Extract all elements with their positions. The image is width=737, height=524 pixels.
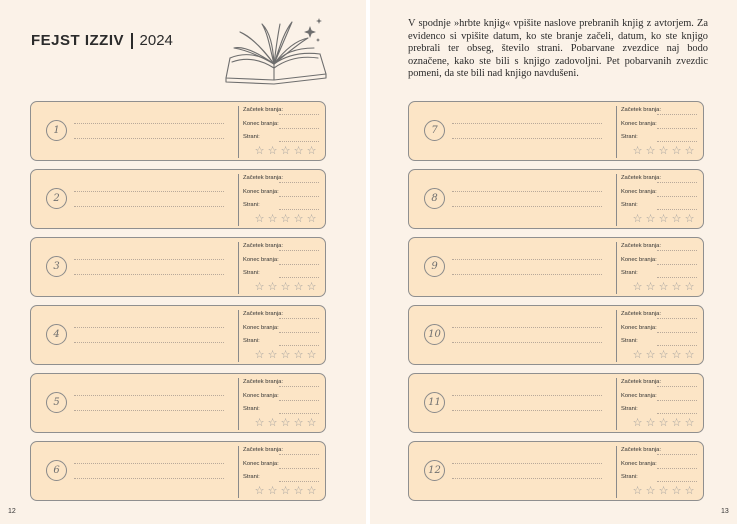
pages-line[interactable]: [657, 481, 697, 482]
star-icon[interactable]: ☆: [254, 145, 265, 157]
star-icon[interactable]: ☆: [684, 349, 695, 361]
start-date-label: Začetek branja:: [243, 175, 283, 181]
star-icon[interactable]: ☆: [306, 281, 317, 293]
start-date-line[interactable]: [279, 318, 319, 319]
pages-label: Strani:: [243, 474, 260, 480]
star-icon[interactable]: ☆: [254, 281, 265, 293]
star-icon[interactable]: ☆: [645, 485, 656, 497]
author-line[interactable]: [74, 138, 224, 139]
star-icon[interactable]: ☆: [306, 485, 317, 497]
star-icon[interactable]: ☆: [645, 213, 656, 225]
star-icon[interactable]: ☆: [645, 349, 656, 361]
star-icon[interactable]: ☆: [671, 145, 682, 157]
book-number: 7: [424, 120, 445, 141]
open-book-icon: [222, 10, 332, 86]
star-icon[interactable]: ☆: [684, 485, 695, 497]
start-date-label: Začetek branja:: [243, 243, 283, 249]
star-icon[interactable]: ☆: [254, 417, 265, 429]
pages-line[interactable]: [279, 413, 319, 414]
pages-label: Strani:: [621, 270, 638, 276]
start-date-line[interactable]: [279, 454, 319, 455]
pages-line[interactable]: [657, 345, 697, 346]
end-date-label: Konec branja:: [243, 393, 279, 399]
author-line[interactable]: [452, 410, 602, 411]
star-icon[interactable]: ☆: [684, 213, 695, 225]
book-number: 11: [424, 392, 445, 413]
star-rating[interactable]: [631, 486, 696, 497]
card-divider: [616, 446, 617, 498]
star-rating[interactable]: [253, 146, 318, 157]
star-icon[interactable]: ☆: [293, 349, 304, 361]
card-divider: [616, 310, 617, 362]
title-line[interactable]: [452, 191, 602, 192]
title-line[interactable]: [74, 395, 224, 396]
intro-text: V spodnje »hrbte knjig« vpišite naslove prebranih knjig z avtorjem. Za evidenco si vpišite datum, ko ste branje začeli, datum, ko ste knjigo prebrali ter obseg, število strani. Pobarvane zvezdice naj bodo označene, kako ste bili s knjigo zadovoljni. Pet pobarvanih zvezdic pomeni, da ste bili nad knjigo navdušeni.: [408, 18, 708, 80]
star-icon[interactable]: ☆: [632, 145, 643, 157]
book-number: 5: [46, 392, 67, 413]
author-line[interactable]: [452, 478, 602, 479]
pages-label: Strani:: [621, 406, 638, 412]
star-rating[interactable]: [631, 350, 696, 361]
star-icon[interactable]: ☆: [632, 349, 643, 361]
page-number-left: 12: [8, 508, 16, 515]
end-date-label: Konec branja:: [243, 461, 279, 467]
book-card: [408, 373, 704, 433]
star-icon[interactable]: ☆: [267, 417, 278, 429]
end-date-label: Konec branja:: [621, 189, 657, 195]
start-date-label: Začetek branja:: [621, 379, 661, 385]
star-rating[interactable]: [253, 486, 318, 497]
star-rating[interactable]: [631, 146, 696, 157]
book-number: 3: [46, 256, 67, 277]
book-card: [408, 305, 704, 365]
star-rating[interactable]: [631, 214, 696, 225]
star-icon[interactable]: ☆: [293, 213, 304, 225]
star-icon[interactable]: ☆: [671, 485, 682, 497]
star-rating[interactable]: [631, 418, 696, 429]
pages-label: Strani:: [243, 338, 260, 344]
star-icon[interactable]: ☆: [684, 145, 695, 157]
star-icon[interactable]: ☆: [671, 213, 682, 225]
star-icon[interactable]: ☆: [632, 281, 643, 293]
book-number: 1: [46, 120, 67, 141]
title-line[interactable]: [452, 463, 602, 464]
start-date-line[interactable]: [657, 114, 697, 115]
star-icon[interactable]: ☆: [658, 281, 669, 293]
title-divider: [131, 33, 133, 49]
author-line[interactable]: [74, 342, 224, 343]
title-line[interactable]: [452, 327, 602, 328]
start-date-label: Začetek branja:: [243, 379, 283, 385]
book-card: [408, 237, 704, 297]
star-icon[interactable]: ☆: [632, 485, 643, 497]
title-line[interactable]: [452, 259, 602, 260]
star-icon[interactable]: ☆: [645, 281, 656, 293]
author-line[interactable]: [74, 274, 224, 275]
star-icon[interactable]: ☆: [254, 349, 265, 361]
pages-line[interactable]: [279, 345, 319, 346]
start-date-label: Začetek branja:: [621, 447, 661, 453]
star-icon[interactable]: ☆: [658, 417, 669, 429]
star-icon[interactable]: ☆: [684, 281, 695, 293]
end-date-line[interactable]: [279, 264, 319, 265]
card-divider: [238, 242, 239, 294]
start-date-label: Začetek branja:: [621, 243, 661, 249]
title-line[interactable]: [74, 327, 224, 328]
card-divider: [616, 106, 617, 158]
star-icon[interactable]: ☆: [267, 213, 278, 225]
page-number-right: 13: [721, 508, 729, 515]
book-card: [30, 169, 326, 229]
end-date-line[interactable]: [657, 400, 697, 401]
star-icon[interactable]: ☆: [645, 417, 656, 429]
star-icon[interactable]: ☆: [267, 145, 278, 157]
title-line[interactable]: [74, 191, 224, 192]
end-date-label: Konec branja:: [621, 257, 657, 263]
star-icon[interactable]: ☆: [267, 349, 278, 361]
pages-label: Strani:: [621, 474, 638, 480]
author-line[interactable]: [452, 206, 602, 207]
star-icon[interactable]: ☆: [684, 417, 695, 429]
star-icon[interactable]: ☆: [267, 485, 278, 497]
start-date-label: Začetek branja:: [621, 311, 661, 317]
page-title: [31, 32, 173, 49]
pages-line[interactable]: [279, 209, 319, 210]
book-number: 6: [46, 460, 67, 481]
pages-label: Strani:: [243, 270, 260, 276]
book-number: 10: [424, 324, 445, 345]
start-date-line[interactable]: [279, 250, 319, 251]
end-date-line[interactable]: [657, 128, 697, 129]
star-icon[interactable]: ☆: [632, 213, 643, 225]
start-date-line[interactable]: [279, 386, 319, 387]
end-date-line[interactable]: [279, 468, 319, 469]
star-icon[interactable]: ☆: [280, 417, 291, 429]
star-icon[interactable]: ☆: [658, 213, 669, 225]
start-date-line[interactable]: [657, 386, 697, 387]
card-divider: [238, 378, 239, 430]
end-date-label: Konec branja:: [621, 393, 657, 399]
star-icon[interactable]: ☆: [280, 349, 291, 361]
star-icon[interactable]: ☆: [267, 281, 278, 293]
pages-label: Strani:: [243, 134, 260, 140]
end-date-label: Konec branja:: [243, 189, 279, 195]
star-icon[interactable]: ☆: [645, 145, 656, 157]
star-icon[interactable]: ☆: [293, 281, 304, 293]
end-date-line[interactable]: [279, 128, 319, 129]
end-date-label: Konec branja:: [243, 257, 279, 263]
start-date-line[interactable]: [657, 250, 697, 251]
book-card: [30, 101, 326, 161]
end-date-label: Konec branja:: [621, 461, 657, 467]
page-gutter: [366, 0, 370, 524]
end-date-label: Konec branja:: [243, 325, 279, 331]
pages-line[interactable]: [657, 413, 697, 414]
star-icon[interactable]: ☆: [280, 213, 291, 225]
star-icon[interactable]: ☆: [280, 145, 291, 157]
star-icon[interactable]: ☆: [658, 485, 669, 497]
star-icon[interactable]: ☆: [306, 145, 317, 157]
star-icon[interactable]: ☆: [306, 213, 317, 225]
start-date-line[interactable]: [657, 454, 697, 455]
end-date-line[interactable]: [657, 332, 697, 333]
star-icon[interactable]: ☆: [306, 417, 317, 429]
start-date-label: Začetek branja:: [243, 107, 283, 113]
star-rating[interactable]: [631, 282, 696, 293]
start-date-label: Začetek branja:: [243, 311, 283, 317]
start-date-label: Začetek branja:: [621, 175, 661, 181]
pages-label: Strani:: [243, 202, 260, 208]
star-icon[interactable]: ☆: [280, 281, 291, 293]
card-divider: [238, 106, 239, 158]
star-icon[interactable]: ☆: [671, 281, 682, 293]
star-icon[interactable]: ☆: [293, 485, 304, 497]
title-year: 2024: [139, 32, 173, 49]
book-card: [30, 441, 326, 501]
pages-label: Strani:: [621, 202, 638, 208]
title-line[interactable]: [74, 123, 224, 124]
pages-line[interactable]: [279, 481, 319, 482]
pages-line[interactable]: [657, 209, 697, 210]
star-icon[interactable]: ☆: [671, 417, 682, 429]
pages-label: Strani:: [243, 406, 260, 412]
author-line[interactable]: [452, 274, 602, 275]
title-line[interactable]: [452, 123, 602, 124]
author-line[interactable]: [452, 138, 602, 139]
book-number: 9: [424, 256, 445, 277]
star-rating[interactable]: [253, 418, 318, 429]
author-line[interactable]: [452, 342, 602, 343]
star-rating[interactable]: [253, 350, 318, 361]
book-number: 8: [424, 188, 445, 209]
end-date-line[interactable]: [279, 196, 319, 197]
card-divider: [238, 310, 239, 362]
star-rating[interactable]: [253, 214, 318, 225]
pages-label: Strani:: [621, 338, 638, 344]
start-date-line[interactable]: [657, 318, 697, 319]
start-date-label: Začetek branja:: [243, 447, 283, 453]
start-date-line[interactable]: [657, 182, 697, 183]
card-divider: [238, 446, 239, 498]
star-icon[interactable]: ☆: [254, 485, 265, 497]
pages-line[interactable]: [657, 141, 697, 142]
card-divider: [616, 242, 617, 294]
star-icon[interactable]: ☆: [658, 349, 669, 361]
star-icon[interactable]: ☆: [280, 485, 291, 497]
card-divider: [238, 174, 239, 226]
star-icon[interactable]: ☆: [293, 145, 304, 157]
book-card: [30, 305, 326, 365]
card-divider: [616, 378, 617, 430]
title-text: FEJST IZZIV: [31, 32, 125, 49]
pages-label: Strani:: [621, 134, 638, 140]
start-date-line[interactable]: [279, 114, 319, 115]
end-date-label: Konec branja:: [621, 325, 657, 331]
star-icon[interactable]: ☆: [632, 417, 643, 429]
book-card: [408, 169, 704, 229]
start-date-label: Začetek branja:: [621, 107, 661, 113]
star-rating[interactable]: [253, 282, 318, 293]
book-card: [408, 441, 704, 501]
book-number: 2: [46, 188, 67, 209]
star-icon[interactable]: ☆: [293, 417, 304, 429]
title-line[interactable]: [452, 395, 602, 396]
end-date-line[interactable]: [279, 400, 319, 401]
book-card: [408, 101, 704, 161]
book-number: 12: [424, 460, 445, 481]
end-date-line[interactable]: [657, 196, 697, 197]
title-line[interactable]: [74, 463, 224, 464]
star-icon[interactable]: ☆: [254, 213, 265, 225]
author-line[interactable]: [74, 478, 224, 479]
end-date-label: Konec branja:: [621, 121, 657, 127]
title-line[interactable]: [74, 259, 224, 260]
book-number: 4: [46, 324, 67, 345]
end-date-line[interactable]: [657, 264, 697, 265]
book-card: [30, 373, 326, 433]
book-card: [30, 237, 326, 297]
star-icon[interactable]: ☆: [306, 349, 317, 361]
card-divider: [616, 174, 617, 226]
author-line[interactable]: [74, 410, 224, 411]
pages-line[interactable]: [279, 277, 319, 278]
end-date-label: Konec branja:: [243, 121, 279, 127]
pages-line[interactable]: [279, 141, 319, 142]
star-icon[interactable]: ☆: [671, 349, 682, 361]
start-date-line[interactable]: [279, 182, 319, 183]
author-line[interactable]: [74, 206, 224, 207]
pages-line[interactable]: [657, 277, 697, 278]
end-date-line[interactable]: [279, 332, 319, 333]
star-icon[interactable]: ☆: [658, 145, 669, 157]
end-date-line[interactable]: [657, 468, 697, 469]
